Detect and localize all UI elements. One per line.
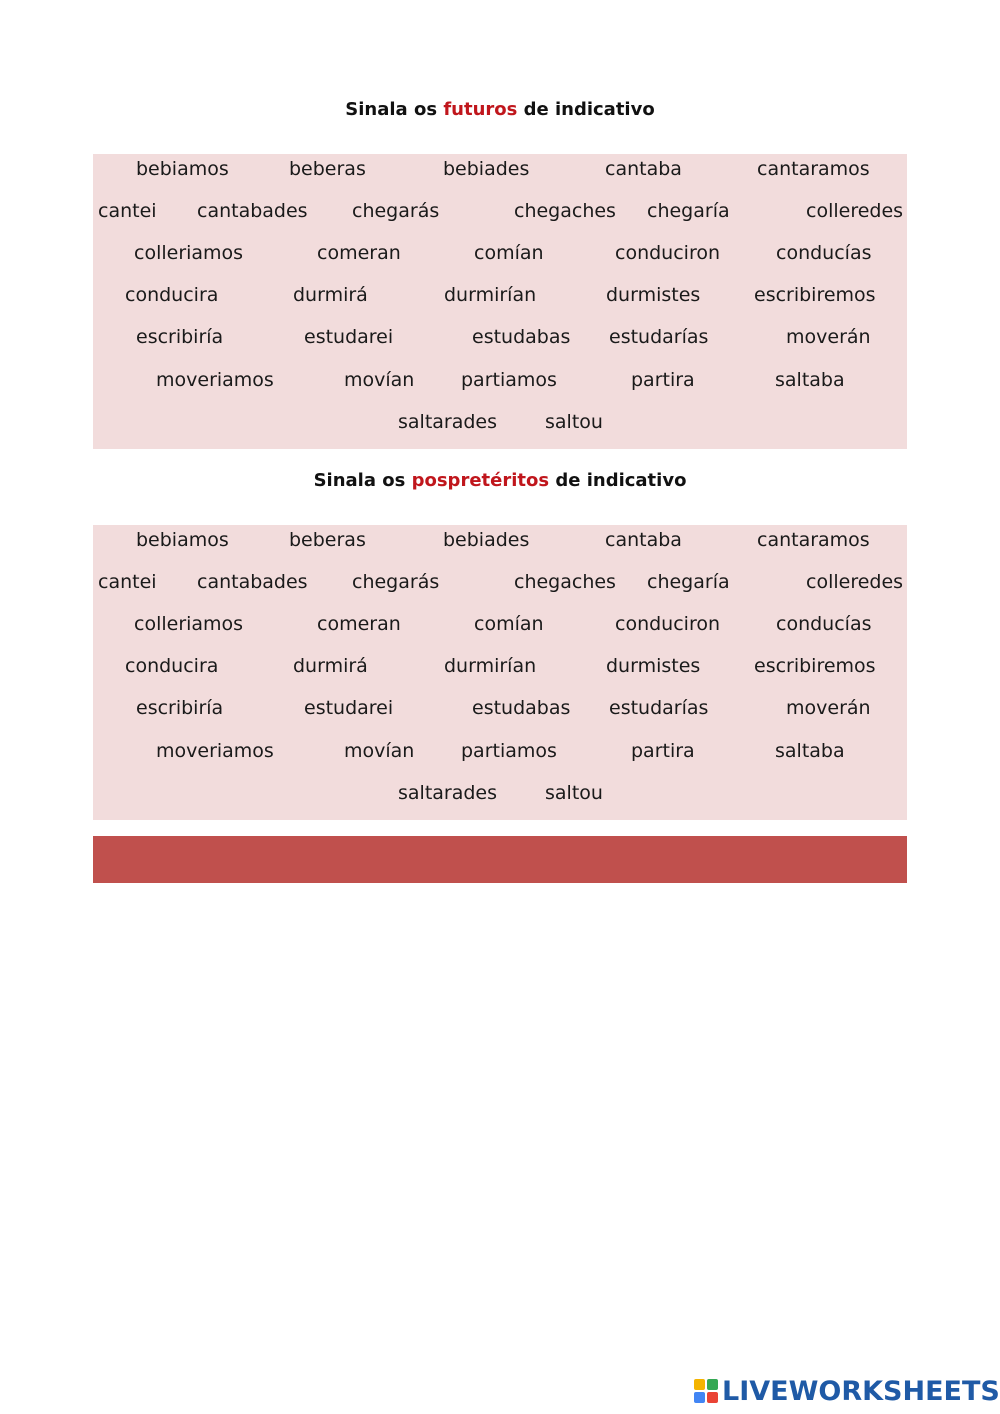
word-option[interactable]: beberas: [289, 158, 366, 180]
word-option[interactable]: beberas: [289, 529, 366, 551]
word-option[interactable]: estudabas: [472, 697, 571, 719]
word-option[interactable]: chegaría: [647, 200, 730, 222]
word-option[interactable]: escribiremos: [754, 284, 876, 306]
word-option[interactable]: chegarás: [352, 200, 440, 222]
word-option[interactable]: saltou: [545, 782, 603, 804]
liveworksheets-logo-icon: [694, 1379, 718, 1403]
word-option[interactable]: bebiades: [443, 158, 530, 180]
word-option[interactable]: partiamos: [461, 740, 557, 762]
title-suffix: de indicativo: [549, 470, 687, 491]
word-option[interactable]: escribiremos: [754, 655, 876, 677]
word-option[interactable]: estudarías: [609, 326, 709, 348]
word-option[interactable]: partira: [631, 740, 695, 762]
word-option[interactable]: cantaba: [605, 529, 682, 551]
word-option[interactable]: comeran: [317, 613, 401, 635]
word-option[interactable]: estudarei: [304, 326, 394, 348]
word-option[interactable]: saltaba: [775, 740, 845, 762]
word-option[interactable]: durmirá: [293, 655, 368, 677]
word-option[interactable]: cantaramos: [757, 529, 870, 551]
word-option[interactable]: movían: [344, 740, 415, 762]
title-highlight: futuros: [443, 99, 518, 120]
word-option[interactable]: conducías: [776, 242, 872, 264]
word-option[interactable]: moveriamos: [156, 740, 274, 762]
word-option[interactable]: conduciron: [615, 613, 721, 635]
word-option[interactable]: chegarás: [352, 571, 440, 593]
word-option[interactable]: conducira: [125, 284, 219, 306]
word-option[interactable]: movían: [344, 369, 415, 391]
section-1-title: [0, 99, 1000, 120]
word-option[interactable]: estudarei: [304, 697, 394, 719]
word-option[interactable]: moveriamos: [156, 369, 274, 391]
word-option[interactable]: durmirá: [293, 284, 368, 306]
word-option[interactable]: colleriamos: [134, 242, 244, 264]
title-prefix: Sinala os: [345, 99, 444, 120]
word-option[interactable]: cantaba: [605, 158, 682, 180]
word-option[interactable]: saltaba: [775, 369, 845, 391]
word-option[interactable]: saltarades: [398, 782, 498, 804]
word-option[interactable]: colleredes: [806, 571, 904, 593]
word-option[interactable]: durmirían: [444, 655, 537, 677]
logo-text: LIVEWORKSHEETS: [722, 1375, 1000, 1407]
word-box-2: [93, 525, 907, 820]
word-option[interactable]: saltarades: [398, 411, 498, 433]
liveworksheets-logo: [694, 1376, 1000, 1406]
word-option[interactable]: comeran: [317, 242, 401, 264]
word-option[interactable]: cantei: [98, 571, 157, 593]
word-option[interactable]: durmistes: [606, 284, 701, 306]
word-option[interactable]: colleredes: [806, 200, 904, 222]
word-option[interactable]: cantabades: [197, 571, 308, 593]
word-option[interactable]: partiamos: [461, 369, 557, 391]
word-option[interactable]: escribiría: [136, 326, 224, 348]
title-highlight: pospretéritos: [411, 470, 550, 491]
word-option[interactable]: cantabades: [197, 200, 308, 222]
word-option[interactable]: estudabas: [472, 326, 571, 348]
word-option[interactable]: bebiades: [443, 529, 530, 551]
title-prefix: Sinala os: [313, 470, 412, 491]
word-option[interactable]: cantaramos: [757, 158, 870, 180]
word-option[interactable]: chegaches: [514, 200, 616, 222]
word-option[interactable]: durmirían: [444, 284, 537, 306]
word-option[interactable]: conduciron: [615, 242, 721, 264]
word-option[interactable]: estudarías: [609, 697, 709, 719]
word-option[interactable]: moverán: [786, 697, 871, 719]
word-option[interactable]: comían: [474, 242, 544, 264]
word-option[interactable]: escribiría: [136, 697, 224, 719]
word-box-1: [93, 154, 907, 449]
title-suffix: de indicativo: [517, 99, 655, 120]
word-option[interactable]: durmistes: [606, 655, 701, 677]
word-option[interactable]: moverán: [786, 326, 871, 348]
word-option[interactable]: chegaría: [647, 571, 730, 593]
word-option[interactable]: bebiamos: [136, 529, 229, 551]
word-option[interactable]: bebiamos: [136, 158, 229, 180]
section-2-title: [0, 470, 1000, 491]
word-option[interactable]: conducira: [125, 655, 219, 677]
word-option[interactable]: partira: [631, 369, 695, 391]
word-option[interactable]: cantei: [98, 200, 157, 222]
word-option[interactable]: saltou: [545, 411, 603, 433]
word-option[interactable]: colleriamos: [134, 613, 244, 635]
word-option[interactable]: comían: [474, 613, 544, 635]
answer-bar: [93, 836, 907, 883]
word-option[interactable]: chegaches: [514, 571, 616, 593]
word-option[interactable]: conducías: [776, 613, 872, 635]
